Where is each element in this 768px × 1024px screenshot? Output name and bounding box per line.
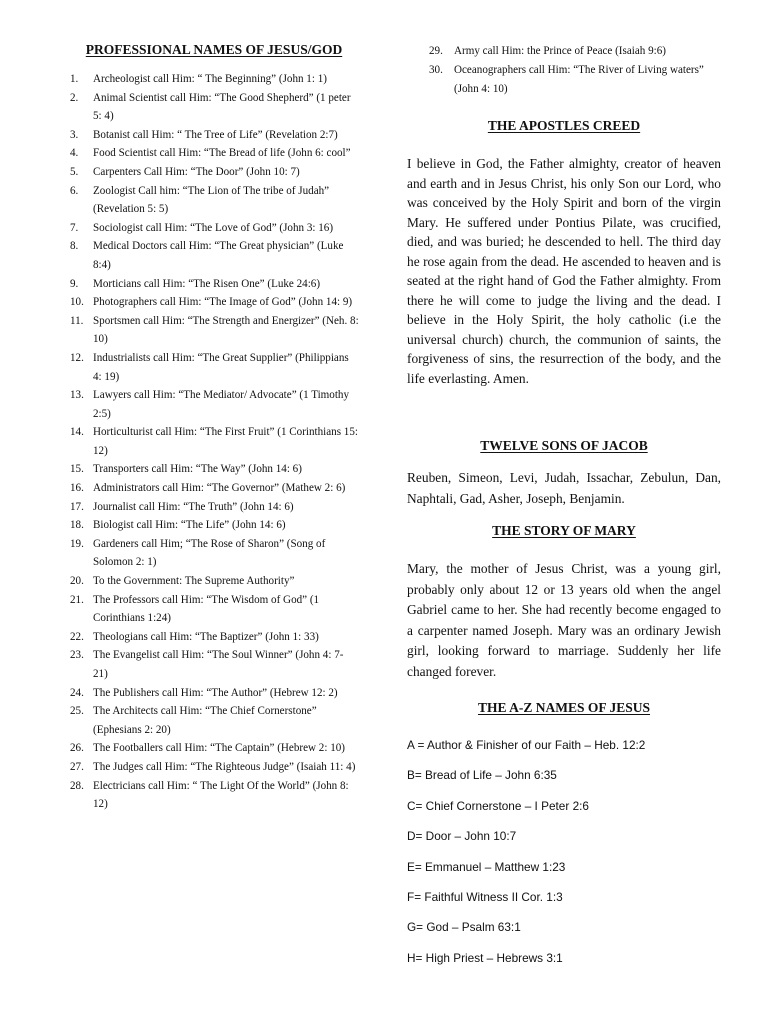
item-number: 8. bbox=[70, 240, 79, 253]
item-number: 18. bbox=[70, 519, 84, 532]
item-text: Transporters call Him: “The Way” (John 14: 6) bbox=[93, 463, 302, 476]
item-number: 7. bbox=[70, 221, 79, 234]
item-text: Animal Scientist call Him: “The Good Shepherd” (1 peter 5: 4) bbox=[93, 91, 351, 123]
list-item bbox=[68, 460, 360, 479]
az-list-item: C= Chief Cornerstone – I Peter 2:6 bbox=[407, 798, 589, 813]
item-number: 28. bbox=[70, 779, 84, 792]
az-list-item: A = Author & Finisher of our Faith – Heb. 12:2 bbox=[407, 738, 646, 752]
item-number: 30. bbox=[429, 64, 443, 76]
professional-names-list-continued bbox=[407, 42, 721, 99]
az-list-item: H= High Priest – Hebrews 3:1 bbox=[407, 950, 563, 965]
item-text: The Footballers call Him: “The Captain” (Hebrew 2: 10) bbox=[93, 742, 345, 755]
apostles-creed-text: I believe in God, the Father almighty, creator of heaven and earth and in Jesus Christ, his only Son our Lord, who was conceived by the Holy Spirit and born of the virgin Mary. He suffered under Pontius Pilate, was crucified, died, and was buried; he descended to hell. The third day he rose again from the dead. He ascended to heaven and is seated at the right hand of God the Father almighty. From there he will come to judge the living and the dead. I believe in the Holy Spirit, the holy catholic (i.e the universal church) church, the communion of saints, the forgiveness of sins, the resurrection of the body, and the life everlasting. Amen. bbox=[407, 156, 721, 386]
list-item bbox=[68, 237, 360, 274]
az-list-item: F= Faithful Witness II Cor. 1:3 bbox=[407, 889, 563, 904]
az-list-item: G= God – Psalm 63:1 bbox=[407, 920, 521, 935]
list-item bbox=[68, 349, 360, 386]
item-number: 19. bbox=[70, 537, 84, 550]
az-names-list bbox=[407, 737, 721, 980]
list-item bbox=[68, 628, 360, 647]
item-text: Botanist call Him: “ The Tree of Life” (Revelation 2:7) bbox=[93, 128, 338, 141]
item-number: 17. bbox=[70, 500, 84, 513]
item-text: Electricians call Him: “ The Light Of the World” (John 8: 12) bbox=[93, 779, 349, 811]
list-item bbox=[68, 758, 360, 777]
item-text: Journalist call Him: “The Truth” (John 14: 6) bbox=[93, 500, 294, 513]
item-number: 23. bbox=[70, 649, 84, 662]
item-number: 6. bbox=[70, 184, 79, 197]
twelve-sons-text: Reuben, Simeon, Levi, Judah, Issachar, Zebulun, Dan, Naphtali, Gad, Asher, Joseph, Benjamin. bbox=[407, 470, 721, 506]
az-list-item: B= Bread of Life – John 6:35 bbox=[407, 768, 557, 783]
item-text: Photographers call Him: “The Image of God” (John 14: 9) bbox=[93, 296, 353, 309]
item-number: 10. bbox=[70, 296, 84, 309]
item-text: Industrialists call Him: “The Great Supplier” (Philippians 4: 19) bbox=[93, 351, 349, 383]
list-item bbox=[68, 423, 360, 460]
twelve-sons-heading: TWELVE SONS OF JACOB bbox=[480, 438, 648, 453]
item-text: Medical Doctors call Him: “The Great physician” (Luke 8:4) bbox=[93, 240, 344, 271]
item-number: 1. bbox=[70, 73, 79, 85]
list-item bbox=[68, 386, 360, 423]
apostles-creed-heading: THE APOSTLES CREED bbox=[487, 118, 641, 133]
item-text: Food Scientist call Him: “The Bread of life (John 6: cool” bbox=[93, 147, 351, 160]
list-item bbox=[68, 89, 360, 126]
item-text: Sportsmen call Him: “The Strength and Energizer” (Neh. 8: 10) bbox=[93, 314, 359, 346]
item-number: 20. bbox=[70, 575, 84, 588]
list-item bbox=[68, 275, 360, 294]
list-item bbox=[68, 535, 360, 572]
item-text: Army call Him: the Prince of Peace (Isaiah 9:6) bbox=[454, 45, 666, 57]
right-column bbox=[407, 42, 721, 965]
professional-names-heading: PROFESSIONAL NAMES OF JESUS/GOD bbox=[85, 42, 343, 57]
item-text: The Judges call Him: “The Righteous Judge” (Isaiah 11: 4) bbox=[93, 760, 356, 773]
item-text: Morticians call Him: “The Risen One” (Luke 24:6) bbox=[93, 277, 321, 290]
left-column bbox=[68, 42, 360, 814]
list-item bbox=[68, 219, 360, 238]
item-text: The Architects call Him: “The Chief Cornerstone” (Ephesians 2: 20) bbox=[93, 705, 317, 736]
item-text: Archeologist call Him: “ The Beginning” (John 1: 1) bbox=[93, 73, 327, 85]
item-text: Administrators call Him: “The Governor” (Mathew 2: 6) bbox=[93, 482, 346, 495]
list-item bbox=[68, 739, 360, 758]
list-item bbox=[68, 70, 360, 89]
item-number: 16. bbox=[70, 482, 84, 495]
item-number: 25. bbox=[70, 705, 84, 718]
item-number: 9. bbox=[70, 277, 79, 290]
story-of-mary-heading: THE STORY OF MARY bbox=[492, 523, 636, 538]
item-text: Biologist call Him: “The Life” (John 14: 6) bbox=[93, 519, 286, 532]
item-number: 12. bbox=[70, 351, 84, 364]
list-item bbox=[68, 702, 360, 739]
list-item bbox=[68, 646, 360, 683]
item-text: Theologians call Him: “The Baptizer” (John 1: 33) bbox=[93, 630, 319, 643]
item-number: 15. bbox=[70, 463, 84, 476]
item-number: 29. bbox=[429, 45, 443, 57]
item-number: 11. bbox=[70, 314, 84, 327]
item-number: 4. bbox=[70, 147, 79, 160]
az-list-item: E= Emmanuel – Matthew 1:23 bbox=[407, 859, 566, 874]
item-number: 27. bbox=[70, 760, 84, 773]
list-item bbox=[68, 163, 360, 182]
list-item bbox=[68, 182, 360, 219]
list-item bbox=[429, 42, 721, 61]
item-text: Sociologist call Him: “The Love of God” (John 3: 16) bbox=[93, 221, 334, 234]
list-item bbox=[68, 479, 360, 498]
list-item bbox=[68, 312, 360, 349]
list-item bbox=[68, 498, 360, 517]
story-of-mary-text: Mary, the mother of Jesus Christ, was a young girl, probably only about 12 or 13 years old when the angel Gabriel came to her. She had recently become engaged to a carpenter named Joseph. Mary was an ordinary Jewish girl, looking forward to marriage. Suddenly her life changed forever. bbox=[407, 561, 721, 679]
list-item bbox=[68, 144, 360, 163]
professional-names-list bbox=[68, 70, 360, 814]
item-number: 3. bbox=[70, 128, 79, 141]
list-item bbox=[68, 126, 360, 145]
item-text: The Publishers call Him: “The Author” (Hebrew 12: 2) bbox=[93, 686, 338, 699]
item-text: Carpenters Call Him: “The Door” (John 10: 7) bbox=[93, 165, 300, 178]
item-number: 13. bbox=[70, 389, 84, 402]
list-item bbox=[68, 572, 360, 591]
item-text: The Professors call Him: “The Wisdom of God” (1 Corinthians 1:24) bbox=[93, 593, 320, 625]
list-item bbox=[68, 777, 360, 814]
item-text: Zoologist Call him: “The Lion of The tribe of Judah” (Revelation 5: 5) bbox=[93, 184, 330, 216]
item-number: 14. bbox=[70, 426, 84, 439]
az-list-item: D= Door – John 10:7 bbox=[407, 829, 517, 844]
item-number: 24. bbox=[70, 686, 84, 699]
item-number: 5. bbox=[70, 165, 79, 178]
item-number: 2. bbox=[70, 91, 79, 104]
item-number: 21. bbox=[70, 593, 84, 606]
list-item bbox=[68, 516, 360, 535]
item-text: Horticulturist call Him: “The First Fruit” (1 Corinthians 15: 12) bbox=[93, 426, 358, 457]
list-item bbox=[68, 293, 360, 312]
az-names-heading: THE A-Z NAMES OF JESUS bbox=[477, 700, 651, 715]
list-item bbox=[429, 61, 721, 99]
item-number: 26. bbox=[70, 742, 84, 755]
item-number: 22. bbox=[70, 630, 84, 643]
list-item bbox=[68, 591, 360, 628]
item-text: Oceanographers call Him: “The River of Living waters” (John 4: 10) bbox=[454, 64, 704, 95]
item-text: The Evangelist call Him: “The Soul Winner” (John 4: 7- 21) bbox=[93, 649, 344, 680]
item-text: Gardeners call Him; “The Rose of Sharon” (Song of Solomon 2: 1) bbox=[93, 537, 326, 569]
item-text: Lawyers call Him: “The Mediator/ Advocate” (1 Timothy 2:5) bbox=[93, 389, 350, 420]
list-item bbox=[68, 684, 360, 703]
item-text: To the Government: The Supreme Authority” bbox=[93, 575, 295, 588]
